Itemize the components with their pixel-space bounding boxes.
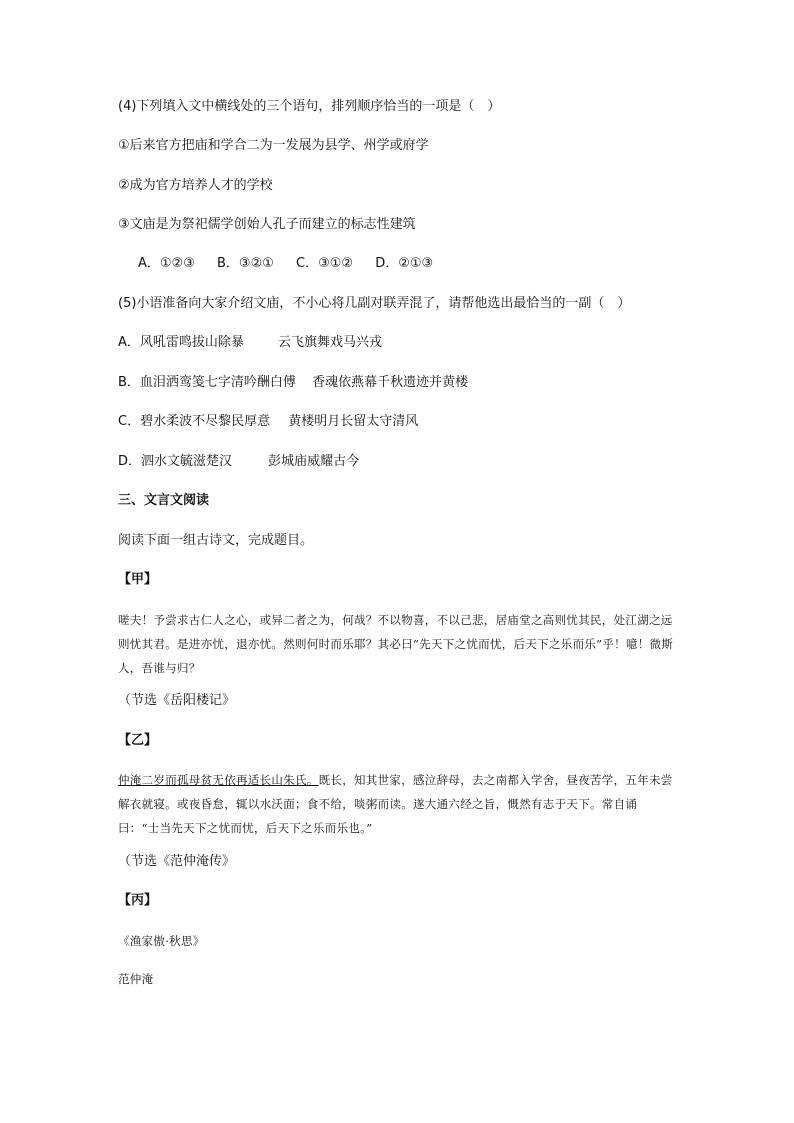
q5-option-a xyxy=(118,333,382,353)
jia-text: 嗟夫！予尝求古仁人之心，或异二者之为，何哉？不以物喜，不以己悲，居庙堂之高则忧其民，处江湖之远则忧其君。是进亦忧，退亦忧。然则何时而乐耶？其必曰“先天下之忧而忧，后天下之乐而乐”乎！噫！微斯人，吾谁与归？ xyxy=(118,613,674,675)
q5-option-a-second: 云飞旗舞戏马兴戎 xyxy=(278,335,383,350)
yi-underlined-sentence: 仲淹二岁而孤母贫无依再适长山朱氏。 xyxy=(118,773,319,787)
q5-option-d-first: D．泗水文毓滋楚汉 xyxy=(118,454,233,469)
q4-sentence-3: ③文庙是为祭祀儒学创始人孔子而建立的标志性建筑 xyxy=(118,217,416,232)
q5-option-d-second: 彭城庙威耀古今 xyxy=(268,454,360,469)
yi-text-block xyxy=(118,768,678,840)
jia-source: （节选《岳阳楼记》 xyxy=(118,693,236,708)
q5-option-b-second: 香魂依燕幕千秋遗迹并黄楼 xyxy=(312,375,469,390)
q5-option-b xyxy=(118,373,468,393)
q5-option-d xyxy=(118,452,359,472)
bing-label: 【丙】 xyxy=(118,893,158,908)
q4-sentence-1: ①后来官方把庙和学合二为一发展为县学、州学或府学 xyxy=(118,138,429,153)
bing-poem-title: 《渔家傲·秋思》 xyxy=(118,934,205,948)
yi-source: （节选《范仲淹传》 xyxy=(118,854,236,869)
section-3-instruction: 阅读下面一组古诗文，完成题目。 xyxy=(118,533,314,548)
q4-option-a: A．①②③ xyxy=(138,256,195,271)
bing-author: 范仲淹 xyxy=(118,972,154,986)
q4-option-d: D．②①③ xyxy=(375,256,434,271)
q5-option-b-first: B．血泪洒鸾笺七字清吟酬白傅 xyxy=(118,375,296,390)
q5-option-c-first: C．碧水柔波不尽黎民厚意 xyxy=(118,414,271,429)
q5-option-a-first: A．风吼雷鸣拔山除暴 xyxy=(118,335,244,350)
yi-text: 既长，知其世家，感泣辞母，去之南都入学舍，昼夜苦学，五年未尝解衣就寝。或夜昏怠，辄以水沃面；食不给，啖粥而读。遂大通六经之旨，慨然有志于天下。常自诵曰：“士当先天下之忧而忧，后天下之乐而乐也。” xyxy=(118,773,673,835)
yi-label: 【乙】 xyxy=(118,733,158,748)
q5-option-c-second: 黄楼明月长留太守清风 xyxy=(288,414,419,429)
jia-label: 【甲】 xyxy=(118,572,158,587)
q4-option-b: B．③②① xyxy=(217,256,274,271)
q4-stem: (4)下列填入文中横线处的三个语句，排列顺序恰当的一项是（ ） xyxy=(118,99,501,114)
q4-option-c: C．③①② xyxy=(296,256,354,271)
q5-option-c xyxy=(118,412,418,432)
q5-stem: (5)小语准备向大家介绍文庙，不小心将几副对联弄混了，请帮他选出最恰当的一副（ ） xyxy=(118,296,631,311)
section-3-title: 三、文言文阅读 xyxy=(118,493,210,508)
q4-sentence-2: ②成为官方培养人才的学校 xyxy=(118,178,273,193)
q4-options xyxy=(138,254,451,274)
